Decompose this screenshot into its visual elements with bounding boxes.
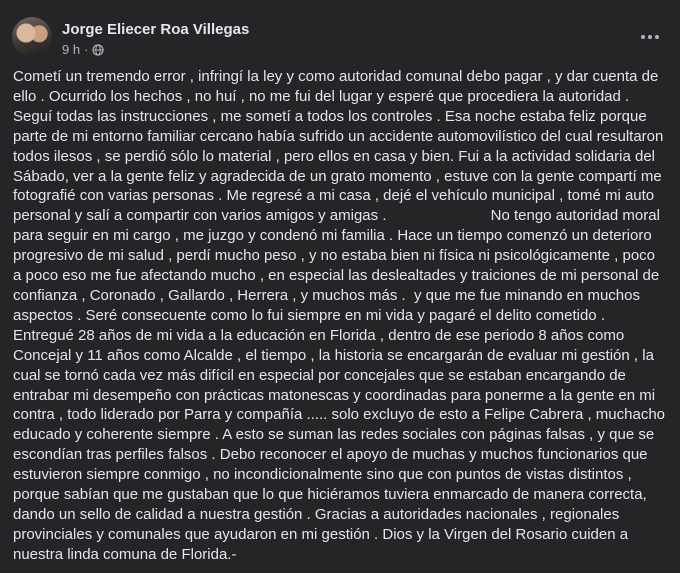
separator-dot: · (84, 42, 89, 57)
post-meta (62, 17, 249, 58)
globe-icon[interactable] (92, 44, 104, 56)
post-timestamp[interactable]: 9 h (62, 42, 81, 57)
post-text: Cometí un tremendo error , infringí la ley y como autoridad comunal debo pagar , y dar cuenta de ello . Ocurrido los hechos , no huí , no me fui del lugar y esperé que procediera la autoridad . Seguí todas las instrucciones , me sometí a todos los controles . Esa noche estaba feliz porque parte de mi entorno familiar cercano había sufrido un accidente automovilístico del cual resultaron todos ilesos , se perdió sólo lo material , pero ellos en casa y bien. Fui a la actividad solidaria del Sábado, ver a la gente feliz y agradecida de un grato momento , estuve con la gente compartí me fotografié con varias personas . Me regresé a mi casa , dejé el vehículo municipal , tomé mi auto personal y salí a compartir con varios amigos y amigas . No tengo autoridad moral para seguir en mi cargo , me juzgo y condenó mi familia . Hace un tiempo comenzó un deterioro progresivo de mi salud , perdí mucho peso , y no estaba bien ni física ni psicológicamente , poco a poco eso me fue afectando mucho , en especial las deslealtades y traiciones de mi personal de confianza , Coronado , Gallardo , Herrera , y muchos más . y que me fue minando en muchos aspectos . Seré consecuente como lo fui siempre en mi vida y pagaré el delito cometido . Entregué 28 años de mi vida a la educación en Florida , dentro de ese periodo 8 años como Concejal y 11 años como Alcalde , el tiempo , la historia se encargarán de evaluar mi gestión , la cual se tornó cada vez más difícil en especial por concejales que se estaban encargando de entrabar mi desempeño con prácticas matonescas y coordinadas para ponerme a la gente en mi contra , todo liderado por Parra y compañía ..... solo excluyo de esto a Felipe Cabrera , muchacho educado y coherente siempre . A esto se suman las redes sociales con páginas falsas , y que se escondían tras perfiles falsos . Debo reconocer el apoyo de muchas y muchos funcionarios que estuvieron siempre conmigo , no incondicionalmente sino que con puntos de vistas distintos , porque sabían que me gustaban que lo que hiciéramos tuviera enmarcado de manera correcta, dando un sello de calidad a nuestra gestión . Gracias a autoridades nacionales , regionales provinciales y comunales que ayudaron en mi gestión . Dios y la Virgen del Rosario cuiden a nuestra linda comuna de Florida.- (13, 68, 670, 563)
post-subline (62, 42, 249, 58)
post-header (12, 17, 668, 61)
more-options-icon[interactable] (632, 19, 668, 55)
avatar[interactable] (12, 17, 52, 57)
author-name[interactable]: Jorge Eliecer Roa Villegas (62, 21, 250, 38)
